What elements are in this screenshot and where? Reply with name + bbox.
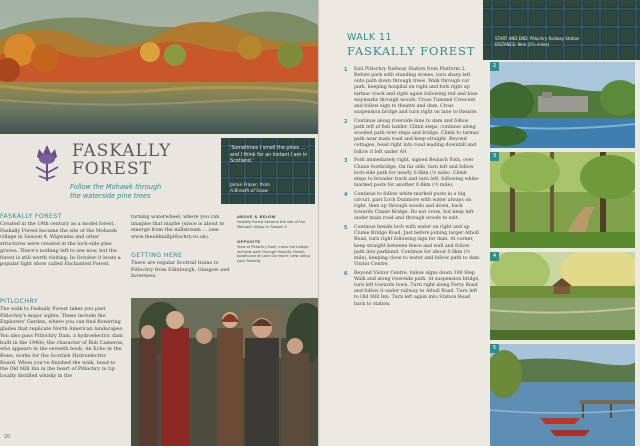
photo-number: 4 [490,252,499,261]
photo-loch-faskally-boats [490,344,635,446]
section-heading-getting-here: GETTING HERE [131,251,183,259]
right-page [320,0,640,446]
section-body-pitlochry: The walk to Faskally Forest takes you past Pitlochry's major sights. These include the Explorers' Garden, where you can find flowering glades that replicate North American landscapes. You also pass Pitlochry Dam, a hydroelectric dam built in the 1940s; the character of Rob Cameron, who appears in the seventh book, An Echo in the Bone, works for the Scottish Hydroelectric Board. When you've finished the walk, head to the Old Mill Inn in the heart of Pitlochry to tip locally distilled whisky in the [0,306,124,380]
photo-loch-dunmore-boathouse [490,252,635,340]
route-step: 1 Exit Pitlochry Railway Station from Platform 2. Before park with standing stones, turn sharp left onto path down through trees. Walk through car park, keeping hospital on right and fork right up tarmac track and right again following red and blue waymarks through woods. Cross Tummel Crescent and follow sign to theatre and dam. Cross suspension bridge and turn right on lane to theatre. [344,67,478,116]
route-steps [344,67,480,310]
quote-box [221,138,315,204]
route-step: 3 Fork immediately right, signed Bealach Path, over Clunie footbridge. On far side, turn left and follow loch-side path for nearly 0.8km (½ mile). Climb steps to broader track and turn left, following white-marked posts for another 0.8km (½ mile). [344,158,480,188]
photo-number: 5 [490,344,499,353]
walk-title: FASKALLY FOREST [347,44,476,58]
page-subtitle: Follow the Mohawk through the waterside pine trees [70,183,162,200]
column2-body: turning waterwheel, where you can imagine that maybe (since is about to emerge from the millstream ... (see www.theoldmillpitlochry.co.uk). [131,214,225,241]
walk-number: WALK 11 [347,32,392,43]
section-body-getting-here: There are regular Scotrail trains to Pitlochry from Edinburgh, Glasgow and Inverness. [131,260,230,280]
route-step: 5 Continue beside loch with water on right and up Clunie Bridge Road. Just before joining larger Atholl Road, turn right following sign for dam. At corner, keep straight between fence and wall and follow path into parkland. Continue for about 0.8km (½ mile), keeping close to water and follow path to dam Visitor Centre. [344,225,480,268]
route-info-box [483,0,640,60]
quote-attribution: Jamie Fraser, from A Breath of Snow [230,183,271,194]
route-step: 6 Beyond Visitor Centre, follow signs down 100 Step Walk and along riverside path. At suspension bridge, turn left towards town. Turn right along Ferry Road and follow it under railway to Atholl Road. Turn left to Old Mill Inn. Turn left again into Station Road back to station. [344,270,480,307]
section-heading-pitlochry: PITLOCHRY [0,297,38,305]
page-number: 20 [4,434,11,440]
quote-text: 'Sometimes I smell the pines ... and I think for an instant I am in Scotland.' [230,146,308,165]
caption-opposite: OPPOSITE View of Pitlochry Dam; cross the bridge; lochside path through Faskally Forest; boathouse at Loch Dunmore; view along Loch Faskally [237,240,310,264]
photo-pitlochry-dam [490,62,635,148]
caption-above-below: ABOVE & BELOW Faskally Forest became the site of the Mohawk village in Season 4 [237,215,306,229]
route-info-text: START AND END: Pitlochry Railway Station DISTANCE: 9km (5¾ miles) [495,36,580,48]
photo-forest-path [490,152,635,248]
route-step: 2 Continue along riverside lane to dam and follow path left of fish ladder. Climb steps, continue along wooded path over steps and bridge. Climb to tarmac path near main road and keep straight. Beyond cottages, head right into road leading downhill and follow it left under A9. [344,118,480,155]
route-step: 4 Continue to follow white-marked posts in a big circuit, past Loch Dunmore with water always on right, then up through woods and down, back towards Clunie Bridge. Do not cross, but keep left under main road and through woods to exit. [344,191,474,222]
photo-number: 2 [490,62,499,71]
section-body-faskally-forest: Created in the 19th century as a model forest, Faskally Forest became the site of the Mohawk village in Season 4. Wigwams and other structures were created in the loch-side pine groves. There's nothing left to see now, but the forest is still worth visiting. In October it hosts a popular light show called Enchanted Forest. [0,221,121,268]
tartan-pattern [483,0,640,60]
page-title: FASKALLY FOREST [72,141,172,179]
photo-outlander-cast [131,298,319,446]
thistle-icon [30,143,64,183]
photo-number: 3 [490,152,499,161]
hero-photo-autumn-loch [0,0,320,134]
section-heading-faskally-forest: FASKALLY FOREST [0,212,62,220]
